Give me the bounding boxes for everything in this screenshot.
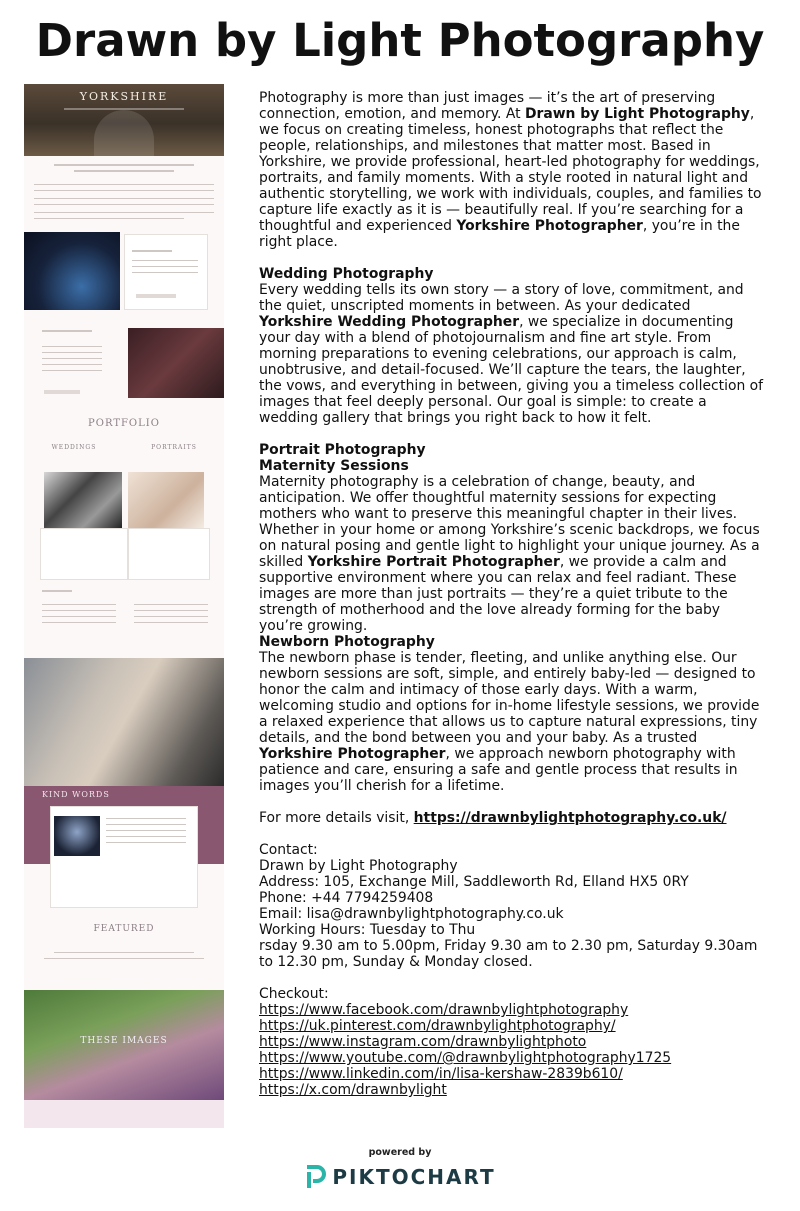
- these-images-heading: THESE IMAGES: [80, 1036, 168, 1046]
- pinterest-link[interactable]: https://uk.pinterest.com/drawnbylightphotography/: [259, 1018, 616, 1034]
- checkout-label: Checkout:: [259, 986, 329, 1002]
- intro-paragraph: Photography is more than just images — it’s the art of preserving connection, emotion, and memory. At Drawn by Light Photography, we focus on creating timeless, honest photographs that reflect the people, relationships, and milestones that matter most. Based in Yorkshire, we provide professional, heart-led photography for weddings, portraits, and family moments. With a style rooted in natural light and authentic storytelling, we work with individuals, couples, and families to capture life exactly as it is — beautifully real. If you’re searching for a thoughtful and experienced Yorkshire Photographer, you’re in the right place.: [259, 90, 762, 250]
- couple-photo: [24, 658, 224, 786]
- contact-name: Drawn by Light Photography: [259, 858, 458, 874]
- night-wedding-photo: [24, 232, 120, 310]
- working-hours-detail: rsday 9.30 am to 5.00pm, Friday 9.30 am to 2.30 pm, Saturday 9.30am to 12.30 pm, Sunday & Monday closed.: [259, 938, 758, 970]
- piktochart-logo[interactable]: [304, 1164, 495, 1190]
- wedding-paragraph: Every wedding tells its own story — a story of love, commitment, and the quiet, unscripted moments in between. As your dedicated Yorkshire Wedding Photographer, we specialize in documenting your day with a blend of photojournalism and fine art style. From morning preparations to evening celebrations, our approach is calm, unobtrusive, and detail-focused. We’ll capture the tears, the laughter, the vows, and everything in between, giving you a timeless collection of images that feel deeply personal. Our goal is simple: to create a wedding gallery that brings you right back to how it felt.: [259, 282, 764, 426]
- linkedin-link[interactable]: https://www.linkedin.com/in/lisa-kershaw-2839b610/: [259, 1066, 623, 1082]
- contact-email: Email: lisa@drawnbylightphotography.co.uk: [259, 906, 564, 922]
- wedding-heading: Wedding Photography: [259, 266, 434, 282]
- preview-footer-bar: [24, 1100, 224, 1128]
- newborn-heading: Newborn Photography: [259, 634, 435, 650]
- website-preview-image: [24, 84, 224, 1128]
- newborn-photo: [128, 472, 204, 528]
- contact-phone: Phone: +44 7794259408: [259, 890, 434, 906]
- featured-heading: FEATURED: [93, 924, 155, 934]
- weddings-link: WEDDINGS: [51, 444, 97, 451]
- maternity-paragraph: Maternity photography is a celebration of change, beauty, and anticipation. We offer thoughtful maternity sessions for expecting mothers who want to preserve this meaningful chapter in their lives. Whether in your home or among Yorkshire’s scenic backdrops, we focus on natural posing and gentle light to highlight your unique journey. As a skilled Yorkshire Portrait Photographer, we provide a calm and supportive environment where you can relax and feel radiant. These images are more than just portraits — they’re a quiet tribute to the strength of motherhood and the love already forming for the baby you’re growing.: [259, 474, 760, 634]
- portraits-link: PORTRAITS: [151, 444, 197, 451]
- facebook-link[interactable]: https://www.facebook.com/drawnbylightphotography: [259, 1002, 629, 1018]
- page-title: Drawn by Light Photography: [35, 14, 765, 67]
- wedding-bw-photo: [44, 472, 122, 528]
- contact-label: Contact:: [259, 842, 318, 858]
- more-details: For more details visit, https://drawnbylightphotography.co.uk/: [259, 810, 727, 826]
- testimonial-photo: [52, 814, 102, 858]
- powered-by-text: powered by: [368, 1147, 432, 1158]
- hero-title: YORKSHIRE: [79, 90, 169, 103]
- website-link[interactable]: https://drawnbylightphotography.co.uk/: [413, 810, 727, 826]
- footer: [0, 1147, 800, 1194]
- portfolio-heading: PORTFOLIO: [88, 418, 160, 429]
- piktochart-wordmark: PIKTOCHART: [332, 1165, 496, 1189]
- newborn-paragraph: The newborn phase is tender, fleeting, and unlike anything else. Our newborn sessions are soft, simple, and entirely baby-led — designed to honor the calm and intimacy of those early days. With a warm, welcoming studio and options for in-home lifestyle sessions, we provide a relaxed experience that allows us to capture natural expressions, tiny details, and the bond between you and your baby. As a trusted Yorkshire Photographer, we approach newborn photography with patience and care, ensuring a safe and gentle process that results in images you’ll cherish for a lifetime.: [259, 650, 760, 794]
- instagram-link[interactable]: https://www.instagram.com/drawnbylightphoto: [259, 1034, 587, 1050]
- working-hours: Working Hours: Tuesday to Thu: [259, 922, 476, 938]
- piktochart-icon: [304, 1164, 326, 1190]
- youtube-link[interactable]: https://www.youtube.com/@drawnbylightphotography1725: [259, 1050, 672, 1066]
- maternity-heading: Maternity Sessions: [259, 458, 409, 474]
- hero-banner: [24, 84, 224, 156]
- family-photo: [128, 328, 224, 398]
- main-text: [259, 90, 764, 1098]
- kind-words-heading: KIND WORDS: [42, 790, 110, 799]
- contact-address: Address: 105, Exchange Mill, Saddleworth Rd, Elland HX5 0RY: [259, 874, 689, 890]
- portrait-heading: Portrait Photography: [259, 442, 426, 458]
- x-link[interactable]: https://x.com/drawnbylight: [259, 1082, 447, 1098]
